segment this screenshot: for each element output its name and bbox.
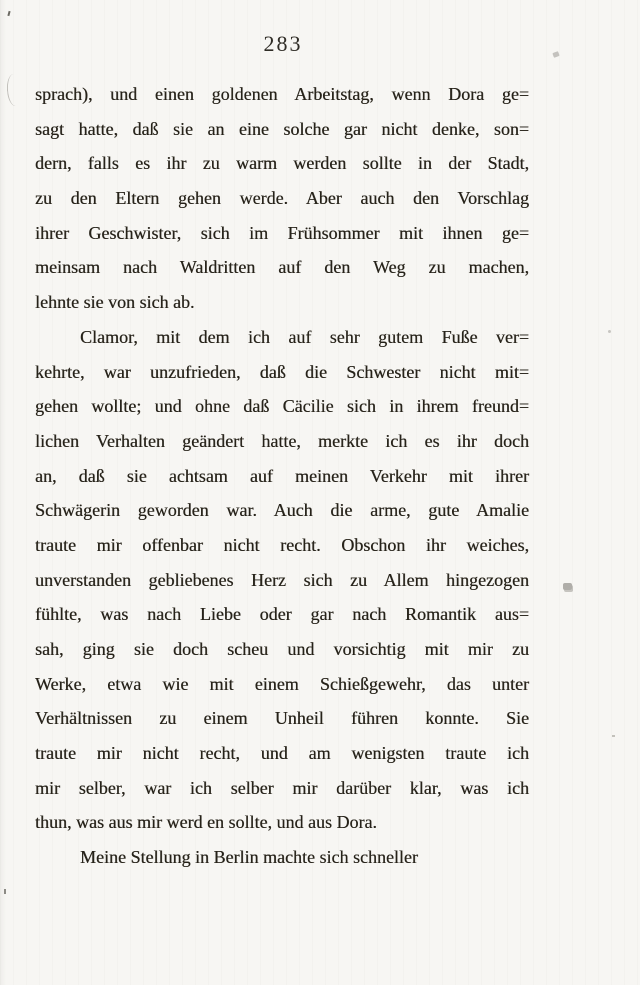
text-line: traute mir offenbar nicht recht. Obschon ihr weiches, <box>35 534 529 555</box>
text-line: meinsam nach Waldritten auf den Weg zu machen, <box>35 257 529 278</box>
scan-artifact-speck <box>552 51 559 58</box>
text-line paragraph-end: lehnte sie von sich ab. <box>35 292 195 313</box>
text-line paragraph-end: thun, was aus mir werd en sollte, und aus Dora. <box>35 812 377 833</box>
text-line: ihrer Geschwister, sich im Frühsommer mit ihnen ge= <box>35 222 529 243</box>
text-line: Werke, etwa wie mit einem Schießgewehr, das unter <box>35 673 529 694</box>
text-line paragraph-start: Clamor, mit dem ich auf sehr gutem Fuße ver= <box>80 326 529 347</box>
text-line: sah, ging sie doch scheu und vorsichtig mit mir zu <box>35 639 529 659</box>
text-line: sprach), und einen goldenen Arbeitstag, wenn Dora ge= <box>35 84 529 104</box>
scan-artifact-speck <box>608 330 611 333</box>
text-line: sagt hatte, daß sie an eine solche gar nicht denke, son= <box>35 118 529 139</box>
text-block <box>35 77 529 875</box>
text-line: an, daß sie achtsam auf meinen Verkehr mit ihrer <box>35 465 529 486</box>
text-line paragraph-start: Meine Stellung in Berlin machte sich schneller <box>80 847 418 868</box>
scan-artifact-curve <box>6 74 23 107</box>
text-line: gehen wollte; und ohne daß Cäcilie sich in ihrem freund= <box>35 396 529 417</box>
scan-artifact-speck <box>7 11 10 16</box>
text-line: mir selber, war ich selber mir darüber klar, was ich <box>35 777 529 798</box>
text-line: Verhältnissen zu einem Unheil führen konnte. Sie <box>35 708 529 729</box>
scan-artifact-speck <box>612 735 615 737</box>
scan-artifact-speck <box>4 889 6 894</box>
text-line: lichen Verhalten geändert hatte, merkte ich es ihr doch <box>35 430 529 451</box>
text-line: fühlte, was nach Liebe oder gar nach Romantik aus= <box>35 604 529 625</box>
text-line: dern, falls es ihr zu warm werden sollte in der Stadt, <box>35 153 529 174</box>
scan-artifact-smudge <box>563 583 572 590</box>
page-number: 283 <box>263 31 303 56</box>
text-line: traute mir nicht recht, und am wenigsten traute ich <box>35 743 529 764</box>
text-line: unverstanden gebliebenes Herz sich zu Allem hingezogen <box>35 569 529 590</box>
text-line: zu den Eltern gehen werde. Aber auch den Vorschlag <box>35 188 529 209</box>
text-line: Schwägerin geworden war. Auch die arme, gute Amalie <box>35 500 529 521</box>
text-line: kehrte, war unzufrieden, daß die Schwester nicht mit= <box>35 361 529 382</box>
